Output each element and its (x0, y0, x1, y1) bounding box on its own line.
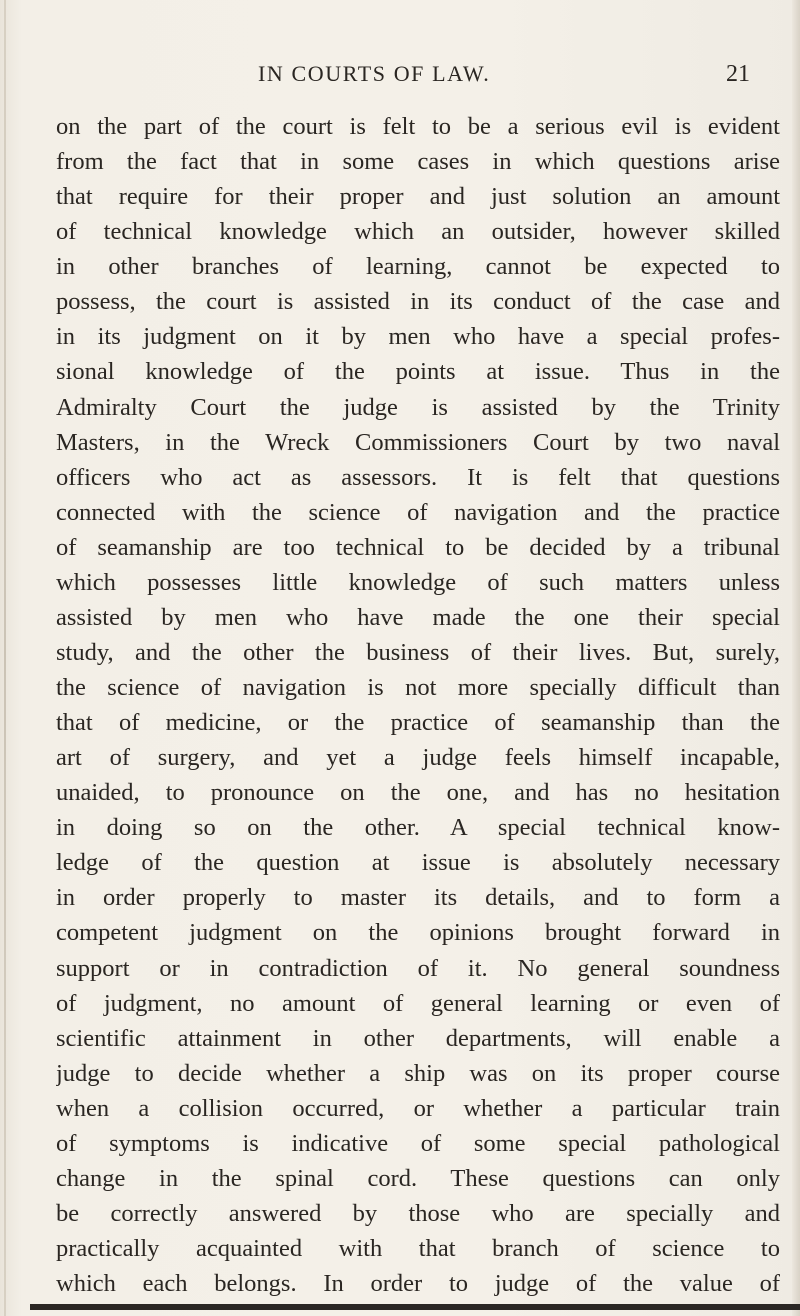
text-line: Admiralty Court the judge is assisted by the Trinity (56, 393, 780, 421)
text-line: study, and the other the business of their lives. But, surely, (56, 638, 780, 666)
text-line: on the part of the court is felt to be a serious evil is evident (56, 113, 780, 140)
text-line: change in the spinal cord. These questions can only (56, 1164, 780, 1192)
text-line: that require for their proper and just solution an amount (56, 183, 780, 211)
text-line: in other branches of learning, cannot be expected to (56, 253, 780, 281)
running-head (0, 61, 800, 91)
binding-gutter (4, 0, 6, 1316)
running-head-title: IN COURTS OF LAW. (258, 61, 491, 86)
text-line: of symptoms is indicative of some special pathological (56, 1129, 780, 1157)
text-line: of judgment, no amount of general learning or even of (56, 989, 780, 1017)
text-line: which each belongs. In order to judge of the value of (56, 1270, 780, 1298)
text-line: be correctly answered by those who are specially and (56, 1199, 780, 1227)
body-text (56, 109, 780, 1301)
text-line: of seamanship are too technical to be decided by a tribunal (56, 533, 780, 561)
text-line: connected with the science of navigation and the practice (56, 498, 780, 526)
text-line: practically acquainted with that branch of science to (56, 1235, 780, 1262)
text-line: judge to decide whether a ship was on its proper course (56, 1059, 780, 1087)
text-line: officers who act as assessors. It is felt that questions (56, 463, 780, 491)
text-line: in its judgment on it by men who have a special profes- (56, 323, 780, 351)
text-line: art of surgery, and yet a judge feels himself incapable, (56, 744, 780, 772)
text-line: possess, the court is assisted in its conduct of the case and (56, 288, 780, 316)
page-bottom-edge (30, 1304, 800, 1310)
text-line: support or in contradiction of it. No general soundness (56, 954, 780, 982)
text-line: Masters, in the Wreck Commissioners Court by two naval (56, 428, 780, 456)
text-line: assisted by men who have made the one their special (56, 603, 780, 631)
text-line: unaided, to pronounce on the one, and has no hesitation (56, 779, 780, 807)
text-line: the science of navigation is not more specially difficult than (56, 674, 780, 701)
text-line: in doing so on the other. A special technical know- (56, 814, 780, 842)
page-number: 21 (726, 61, 750, 87)
text-line: scientific attainment in other departments, will enable a (56, 1024, 780, 1052)
text-line: that of medicine, or the practice of seamanship than the (56, 709, 780, 737)
page-edge-right (792, 0, 800, 1316)
text-line: of technical knowledge which an outsider, however skilled (56, 218, 780, 246)
text-line: competent judgment on the opinions brought forward in (56, 919, 780, 947)
text-line: in order properly to master its details, and to form a (56, 884, 780, 912)
text-line: sional knowledge of the points at issue. Thus in the (56, 358, 780, 386)
text-line: ledge of the question at issue is absolutely necessary (56, 849, 780, 877)
text-line: when a collision occurred, or whether a particular train (56, 1094, 780, 1122)
text-line: which possesses little knowledge of such matters unless (56, 568, 780, 596)
text-line: from the fact that in some cases in which questions arise (56, 148, 780, 176)
